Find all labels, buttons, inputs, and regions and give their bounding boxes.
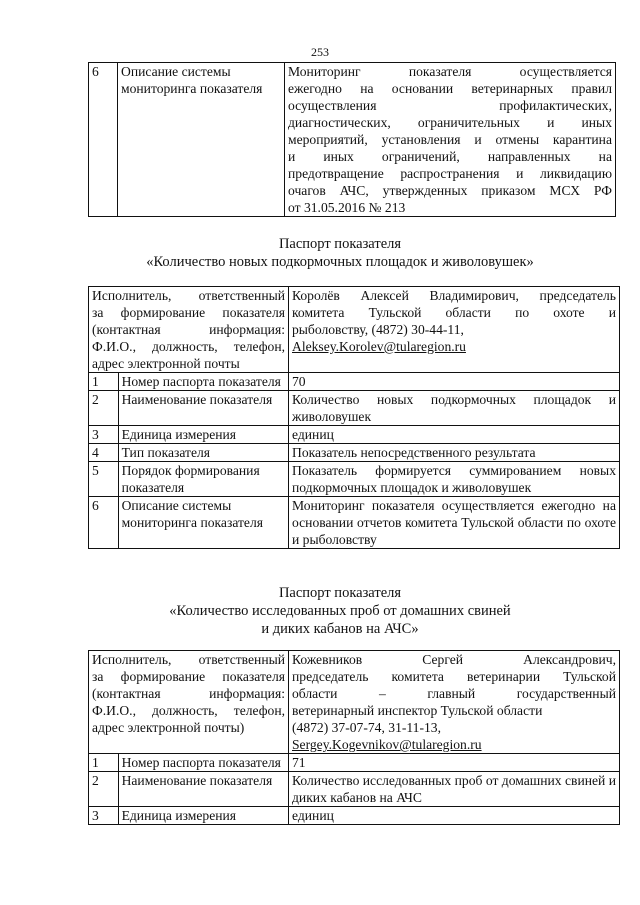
passport2-table (88, 650, 620, 825)
row-value: Мониторинг показателя осуществляется ежегодно на основании ветеринарных правил осуществления профилактических, диагностических, ограничительных и иных мероприятий, установления и отмены карантина и иных ограничений, направленных на предотвращение распространения и ликвидацию очагов АЧС, утвержденных приказом МСХ РФ от 31.05.2016 № 213 (285, 63, 616, 217)
row-number: 2 (89, 772, 119, 807)
row-value: 71 (289, 754, 620, 772)
table-row (89, 426, 620, 444)
table-row (89, 807, 620, 825)
row-value: 70 (289, 373, 620, 391)
row-value: единиц (289, 426, 620, 444)
page-number: 253 (311, 45, 329, 59)
executor-row (89, 651, 620, 754)
executor-row (89, 287, 620, 373)
table-row (89, 391, 620, 426)
row-value: Мониторинг показателя осуществляется ежегодно на основании отчетов комитета Тульской области по охоте и рыболовству (289, 497, 620, 549)
passport1-title: Паспорт показателя «Количество новых подкормочных площадок и живоловушек» (146, 236, 534, 270)
table-row (89, 444, 620, 462)
executor-email-link[interactable]: Sergey.Kogevnikov@tularegion.ru (292, 737, 482, 752)
table-row (89, 63, 616, 217)
row-number: 1 (89, 373, 119, 391)
row-label: Описание системы мониторинга показателя (118, 497, 288, 549)
table-row (89, 754, 620, 772)
row-value: Показатель непосредственного результата (289, 444, 620, 462)
row-value: Показатель формируется суммированием новых подкормочных площадок и живоловушек (289, 462, 620, 497)
table-row (89, 772, 620, 807)
executor-email-link[interactable]: Aleksey.Korolev@tularegion.ru (292, 339, 466, 354)
row-label: Наименование показателя (118, 772, 288, 807)
row-label: Порядок формирования показателя (118, 462, 288, 497)
row-value: Количество новых подкормочных площадок и живоловушек (289, 391, 620, 426)
executor-label: Исполнитель, ответственный за формирование показателя (контактная информация: Ф.И.О., должность, телефон, адрес электронной почты (89, 287, 289, 373)
row-number: 1 (89, 754, 119, 772)
row-number: 6 (89, 497, 119, 549)
continued-passport-table (88, 62, 616, 217)
row-label: Тип показателя (118, 444, 288, 462)
row-value: Количество исследованных проб от домашних свиней и диких кабанов на АЧС (289, 772, 620, 807)
table-row (89, 497, 620, 549)
row-label: Номер паспорта показателя (118, 754, 288, 772)
row-label: Номер паспорта показателя (118, 373, 288, 391)
row-value: единиц (289, 807, 620, 825)
executor-value: Королёв Алексей Владимирович, председатель комитета Тульской области по охоте и рыболовству, (4872) 30-44-11, Aleksey.Korolev@tularegion.ru (289, 287, 620, 373)
row-label: Описание системы мониторинга показателя (118, 63, 285, 217)
row-number: 3 (89, 807, 119, 825)
row-number: 2 (89, 391, 119, 426)
row-label: Наименование показателя (118, 391, 288, 426)
row-number: 3 (89, 426, 119, 444)
passport1-table (88, 286, 620, 549)
table-row (89, 462, 620, 497)
passport2-title: Паспорт показателя «Количество исследованных проб от домашних свиней и диких кабанов на АЧС» (169, 585, 511, 637)
executor-label: Исполнитель, ответственный за формирование показателя (контактная информация: Ф.И.О., должность, телефон, адрес электронной почты) (89, 651, 289, 754)
row-number: 4 (89, 444, 119, 462)
row-number: 6 (89, 63, 118, 217)
row-label: Единица измерения (118, 807, 288, 825)
row-label: Единица измерения (118, 426, 288, 444)
table-row (89, 373, 620, 391)
row-number: 5 (89, 462, 119, 497)
executor-value: Кожевников Сергей Александрович, председатель комитета ветеринарии Тульской области – главный государственный ветеринарный инспектор Тульской области (4872) 37-07-74, 31-11-13, Sergey.Kogevnikov@tularegion.ru (289, 651, 620, 754)
